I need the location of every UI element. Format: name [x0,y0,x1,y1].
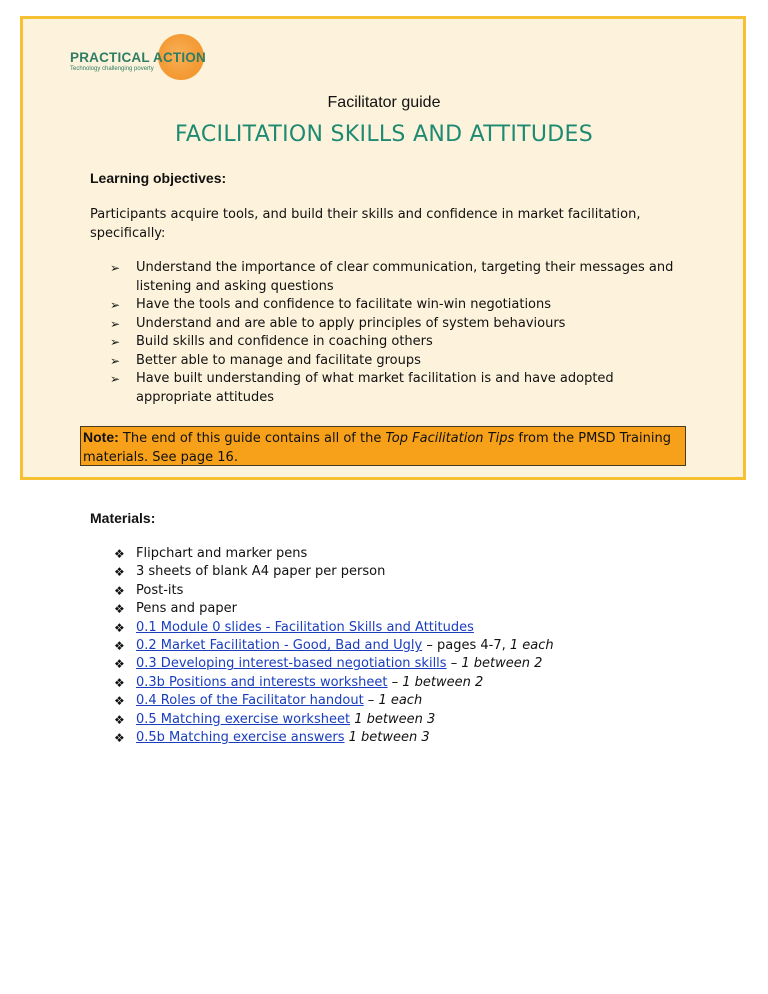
material-item [114,582,674,600]
arrow-bullet-icon: ➢ [110,335,121,349]
materials-list [114,545,674,747]
learning-intro: Participants acquire tools, and build their skills and confidence in market facilitation, specifically: [90,207,641,241]
material-quantity: 1 each [378,693,423,709]
arrow-bullet-icon: ➢ [110,261,121,275]
material-item [114,674,674,692]
material-quantity: 1 each [509,638,554,654]
arrow-bullet-icon: ➢ [110,298,121,312]
diamond-bullet-icon: ❖ [114,602,125,617]
material-item [114,600,674,618]
diamond-bullet-icon: ❖ [114,675,125,690]
doc-subtitle: Facilitator guide [327,94,441,111]
material-item [114,563,674,581]
arrow-bullet-icon: ➢ [110,353,121,368]
doc-title: FACILITATION SKILLS AND ATTITUDES [174,122,594,147]
practical-action-logo [70,34,210,86]
material-link[interactable]: 0.5 Matching exercise worksheet [136,711,351,727]
material-quantity: 1 between 3 [354,711,436,727]
materials-heading: Materials: [90,510,156,526]
objective-item [110,296,690,315]
diamond-bullet-icon: ❖ [114,583,125,598]
diamond-bullet-icon: ❖ [114,565,125,580]
arrow-bullet-icon: ➢ [110,372,121,386]
material-detail: – [387,674,403,690]
diamond-bullet-icon: ❖ [114,694,125,709]
objective-text: Understand the importance of clear communication, targeting their messages and listening and asking questions [136,260,674,294]
material-text: Post-its [136,582,184,598]
note-text-before: The end of this guide contains all of the [118,431,386,446]
objective-item [110,352,690,371]
material-text: Pens and paper [136,601,237,617]
objective-text: Understand and are able to apply principles of system behaviours [136,315,566,331]
material-text: 3 sheets of blank A4 paper per person [136,564,386,580]
material-quantity: 1 between 2 [461,656,543,672]
material-item [114,637,674,655]
logo-name: PRACTICAL ACTION [70,50,206,65]
objective-text: Better able to manage and facilitate groups [136,352,421,368]
diamond-bullet-icon: ❖ [114,657,125,672]
note-emphasis: Top Facilitation Tips [385,431,515,446]
material-quantity: 1 between 3 [348,730,430,746]
objective-text: Have the tools and confidence to facilitate win-win negotiations [136,297,552,312]
diamond-bullet-icon: ❖ [114,639,125,654]
material-item [114,655,674,673]
objectives-list [110,259,690,407]
material-item [114,692,674,710]
material-quantity: 1 between 2 [402,674,484,690]
material-link[interactable]: 0.1 Module 0 slides - Facilitation Skills and Attitudes [136,619,474,635]
note-box [80,426,686,466]
note-label: Note: [83,429,119,445]
material-detail: – pages 4-7, [422,638,510,654]
material-detail: – [363,693,379,709]
diamond-bullet-icon: ❖ [114,731,125,746]
material-item [114,619,674,637]
note-text-after: from the PMSD Training materials. See page 16. [83,431,671,465]
diamond-bullet-icon: ❖ [114,620,125,635]
objective-item [110,259,690,296]
material-detail: – [446,656,462,672]
objective-text: Build skills and confidence in coaching others [136,334,433,349]
logo-tagline: Technology challenging poverty [70,66,154,72]
material-link[interactable]: 0.4 Roles of the Facilitator handout [136,693,364,709]
objective-item [110,333,690,352]
objective-item [110,315,690,334]
diamond-bullet-icon: ❖ [114,547,125,561]
material-text: Flipchart and marker pens [136,546,308,561]
material-link[interactable]: 0.3 Developing interest-based negotiation skills [136,656,447,672]
arrow-bullet-icon: ➢ [110,316,121,331]
material-link[interactable]: 0.5b Matching exercise answers [136,730,345,746]
material-link[interactable]: 0.2 Market Facilitation - Good, Bad and Ugly [136,638,423,654]
diamond-bullet-icon: ❖ [114,712,125,727]
objective-text: Have built understanding of what market facilitation is and have adopted appropriate attitudes [136,371,614,405]
objective-item [110,370,690,407]
learning-objectives-heading: Learning objectives: [90,170,227,186]
material-item [114,729,674,747]
material-item [114,545,674,563]
material-item [114,711,674,729]
material-link[interactable]: 0.3b Positions and interests worksheet [136,674,388,690]
